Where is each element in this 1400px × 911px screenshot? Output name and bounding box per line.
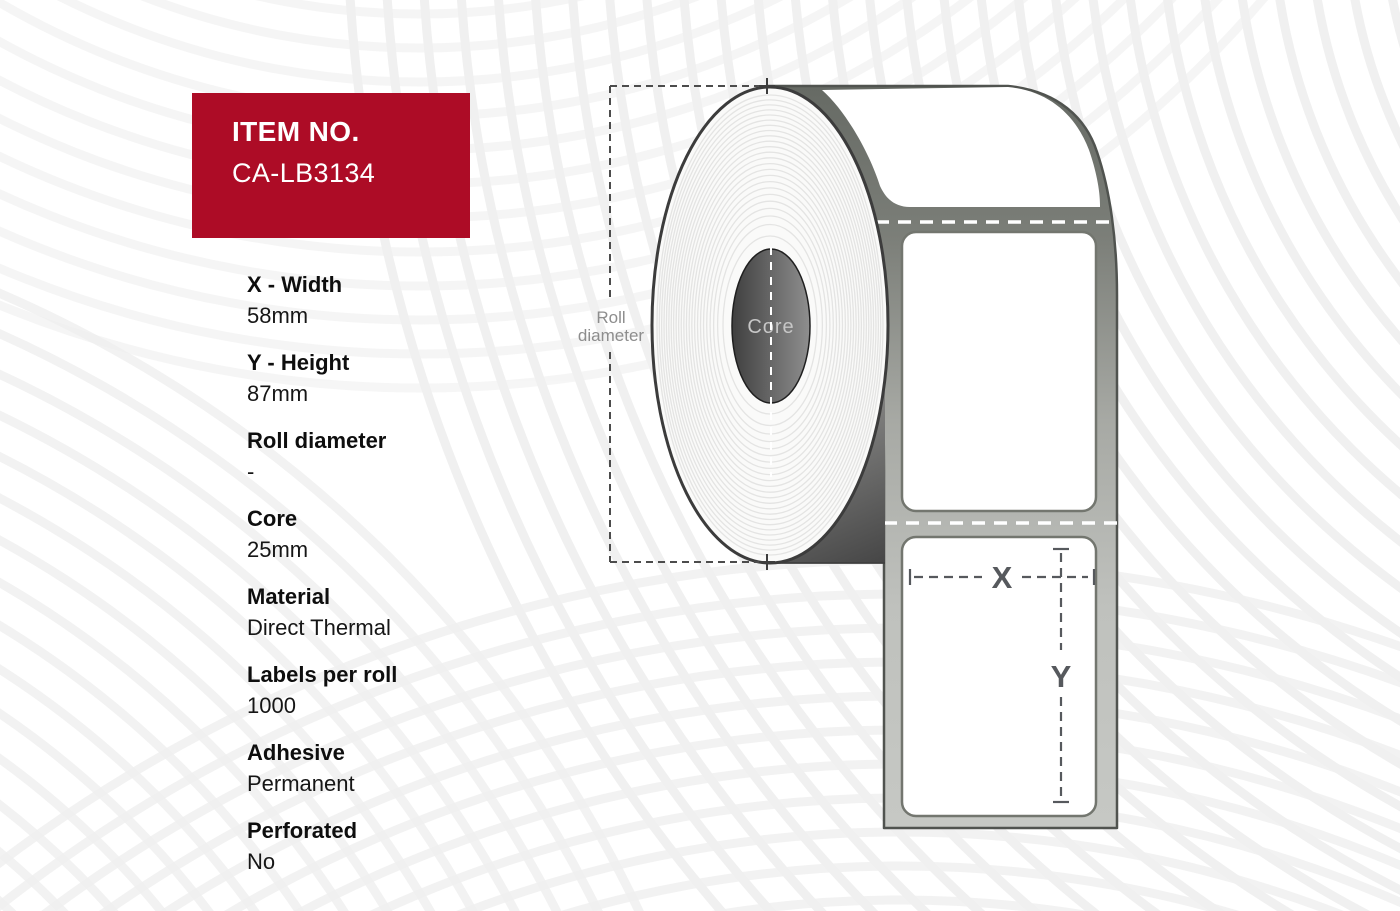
spec-label: Adhesive: [247, 740, 345, 765]
item-number-heading: ITEM NO.: [232, 116, 360, 147]
item-number-value: CA-LB3134: [232, 158, 376, 188]
spec-row: [247, 270, 507, 331]
spec-value: 87mm: [247, 381, 309, 406]
spec-value: No: [247, 849, 276, 874]
spec-row: [247, 660, 507, 721]
spec-row: [247, 816, 507, 877]
roll-diameter-label-line2: diameter: [577, 326, 645, 345]
item-number-panel: [192, 93, 470, 238]
spec-value: 25mm: [247, 537, 309, 562]
x-dimension-label: X: [991, 560, 1013, 595]
spec-row: [247, 348, 507, 409]
spec-label: Core: [247, 506, 298, 531]
spec-value: 1000: [247, 693, 296, 718]
spec-value: -: [247, 459, 255, 484]
spec-value: Permanent: [247, 771, 355, 796]
spec-label: Y - Height: [247, 350, 350, 375]
spec-value: Direct Thermal: [247, 615, 391, 640]
spec-value: 58mm: [247, 303, 309, 328]
spec-row: [247, 426, 507, 487]
middle-label: [902, 232, 1096, 511]
label-roll-illustration: [560, 55, 1180, 855]
spec-row: [247, 582, 507, 643]
spec-list: [247, 270, 507, 894]
spec-label: X - Width: [247, 272, 343, 297]
core-label: Core: [747, 316, 795, 338]
spec-label: Roll diameter: [247, 428, 387, 453]
roll-diameter-label-line1: Roll: [596, 308, 626, 327]
spec-label: Perforated: [247, 818, 358, 843]
spec-label: Labels per roll: [247, 662, 398, 687]
spec-row: [247, 504, 507, 565]
y-dimension-label: Y: [1050, 659, 1072, 694]
spec-label: Material: [247, 584, 331, 609]
spec-row: [247, 738, 507, 799]
